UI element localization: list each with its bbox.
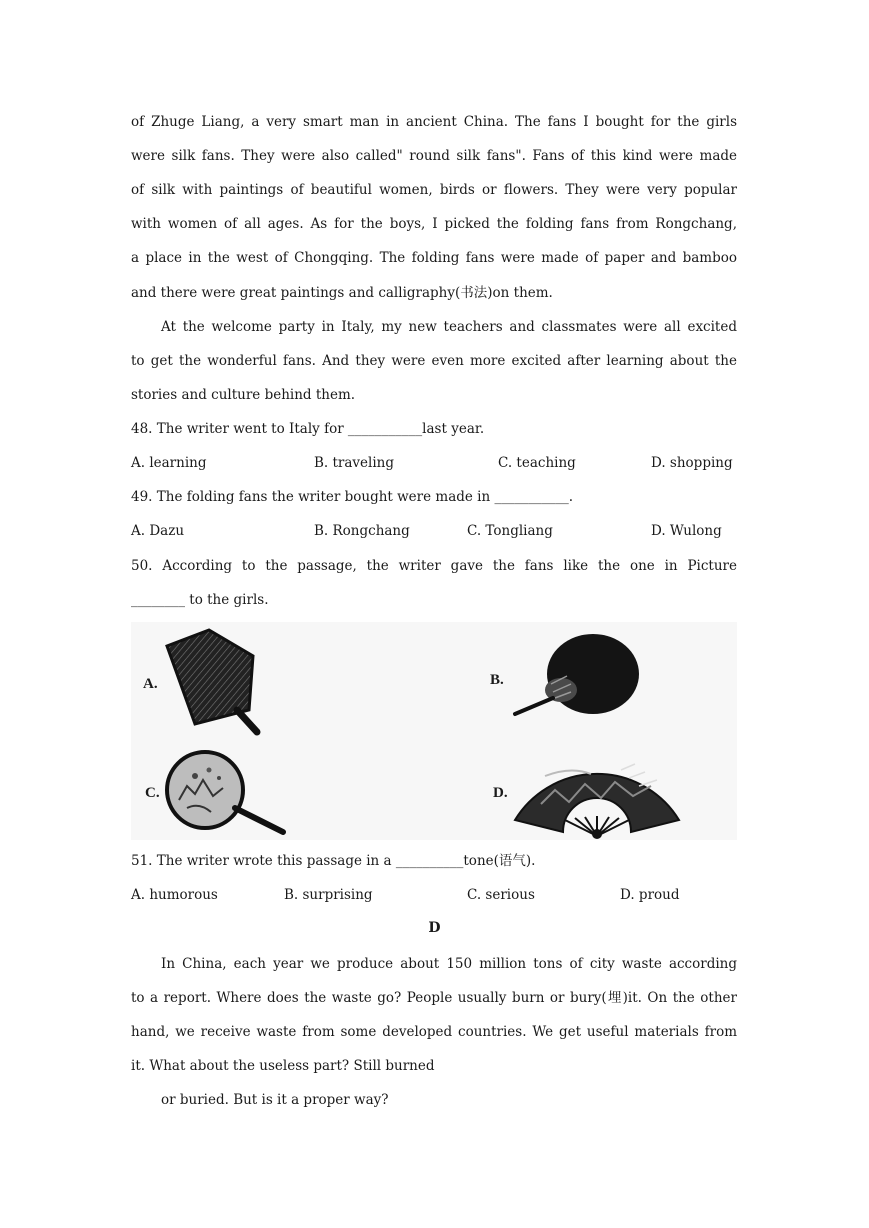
question-48-stem: 48. The writer went to Italy for ___________last year. bbox=[131, 421, 485, 437]
q48-option-c: C. teaching bbox=[498, 455, 576, 471]
passage-line: stories and culture behind them. bbox=[131, 387, 356, 403]
passage-line: In China, each year we produce about 150 million tons of city waste according bbox=[161, 956, 737, 972]
passage-line: to a report. Where does the waste go? People usually burn or bury(埋)it. On the other bbox=[131, 990, 737, 1006]
section-heading: D bbox=[428, 920, 441, 936]
picture-label-c: C. bbox=[145, 785, 160, 801]
passage-line: and there were great paintings and calligraphy(书法)on them. bbox=[131, 285, 553, 301]
passage-line: At the welcome party in Italy, my new teachers and classmates were all excited bbox=[161, 319, 737, 335]
q48-option-d: D. shopping bbox=[651, 455, 733, 471]
q49-option-b: B. Rongchang bbox=[314, 523, 410, 539]
q51-option-b: B. surprising bbox=[284, 887, 373, 903]
picture-label-d: D. bbox=[493, 785, 508, 801]
q49-option-c: C. Tongliang bbox=[467, 523, 553, 539]
question-50-stem: 50. According to the passage, the writer gave the fans like the one in Picture bbox=[131, 558, 737, 574]
passage-line: were silk fans. They were also called" round silk fans". Fans of this kind were made bbox=[131, 148, 737, 164]
passage-line: hand, we receive waste from some developed countries. We get useful materials from bbox=[131, 1024, 737, 1040]
passage-line: of Zhuge Liang, a very smart man in ancient China. The fans I bought for the girls bbox=[131, 114, 737, 130]
picture-label-b: B. bbox=[490, 672, 504, 688]
passage-line: it. What about the useless part? Still burned bbox=[131, 1058, 435, 1074]
picture-label-a: A. bbox=[143, 676, 158, 692]
folding-fan-image bbox=[511, 740, 683, 840]
fans-picture bbox=[131, 622, 737, 840]
q48-option-a: A. learning bbox=[131, 455, 207, 471]
q51-option-d: D. proud bbox=[620, 887, 680, 903]
round-silk-fan-image bbox=[165, 746, 295, 838]
woven-fan-image bbox=[161, 626, 271, 738]
passage-line: of silk with paintings of beautiful women, birds or flowers. They were very popular bbox=[131, 182, 737, 198]
passage-line: or buried. But is it a proper way? bbox=[161, 1092, 389, 1108]
q51-option-c: C. serious bbox=[467, 887, 535, 903]
q48-option-b: B. traveling bbox=[314, 455, 395, 471]
q51-option-a: A. humorous bbox=[131, 887, 218, 903]
passage-line: a place in the west of Chongqing. The folding fans were made of paper and bamboo bbox=[131, 250, 737, 266]
feather-fan-image bbox=[511, 632, 641, 722]
question-50-stem-cont: ________ to the girls. bbox=[131, 592, 269, 608]
passage-line: with women of all ages. As for the boys, I picked the folding fans from Rongchang, bbox=[131, 216, 737, 232]
q49-option-a: A. Dazu bbox=[131, 523, 185, 539]
passage-line: to get the wonderful fans. And they were even more excited after learning about the bbox=[131, 353, 737, 369]
q49-option-d: D. Wulong bbox=[651, 523, 722, 539]
question-51-stem: 51. The writer wrote this passage in a __________tone(语气). bbox=[131, 853, 536, 869]
question-49-stem: 49. The folding fans the writer bought were made in ___________. bbox=[131, 489, 574, 505]
